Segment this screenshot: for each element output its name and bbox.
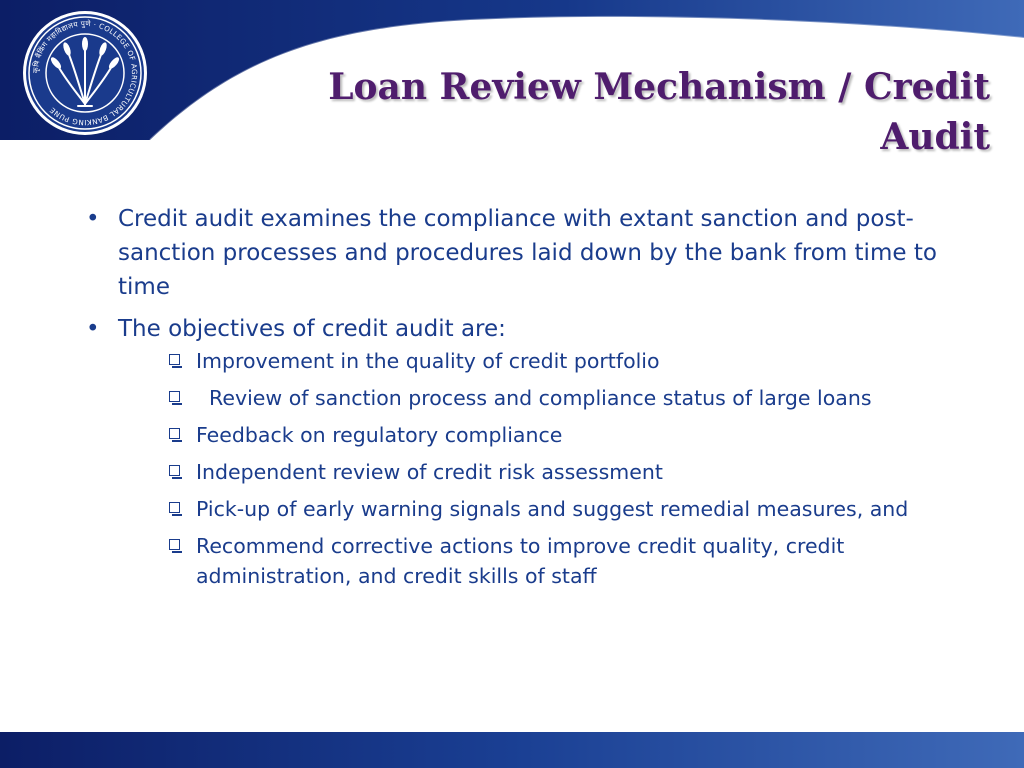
bullet-item — [84, 312, 984, 591]
checkbox-bullet-icon — [169, 539, 180, 550]
bullet-text: Credit audit examines the compliance with extant sanction and post-sanction processes and procedures laid down by the bank from time to time — [118, 206, 937, 300]
sub-bullet-text: Improvement in the quality of credit portfolio — [196, 349, 660, 373]
checkbox-bullet-icon — [169, 354, 180, 365]
slide-content — [84, 202, 984, 599]
sub-bullet-item — [118, 531, 984, 591]
logo-ring-text: कृषि बैंकिंग महाविद्यालय पुणे · COLLEGE OF AGRICULTURAL BANKING PUNE — [30, 18, 140, 128]
sub-bullet-item — [118, 457, 984, 487]
sub-bullet-text: Independent review of credit risk assessment — [196, 460, 663, 484]
checkbox-bullet-icon — [169, 465, 180, 476]
sub-bullet-text: Recommend corrective actions to improve credit quality, credit administration, and credit skills of staff — [196, 534, 845, 588]
sub-bullet-item — [118, 346, 984, 376]
sub-bullet-item — [118, 383, 984, 413]
bullet-marker: • — [86, 206, 100, 232]
sub-bullet-text: Feedback on regulatory compliance — [196, 423, 563, 447]
sub-bullet-text: Review of sanction process and compliance status of large loans — [196, 386, 872, 410]
sub-bullet-item — [118, 494, 984, 524]
checkbox-bullet-icon — [169, 428, 180, 439]
slide-title: Loan Review Mechanism / Credit Audit — [328, 66, 990, 158]
bullet-text: The objectives of credit audit are: — [118, 316, 506, 342]
bullet-item — [84, 202, 984, 304]
checkbox-bullet-icon — [169, 391, 180, 402]
checkbox-bullet-icon — [169, 502, 180, 513]
bullet-list — [84, 202, 984, 591]
footer-band — [0, 732, 1024, 768]
sub-bullet-item — [118, 420, 984, 450]
bullet-marker: • — [86, 316, 100, 342]
college-logo — [20, 8, 150, 138]
sub-bullet-text: Pick-up of early warning signals and suggest remedial measures, and — [196, 497, 909, 521]
sub-bullet-list — [118, 346, 984, 591]
